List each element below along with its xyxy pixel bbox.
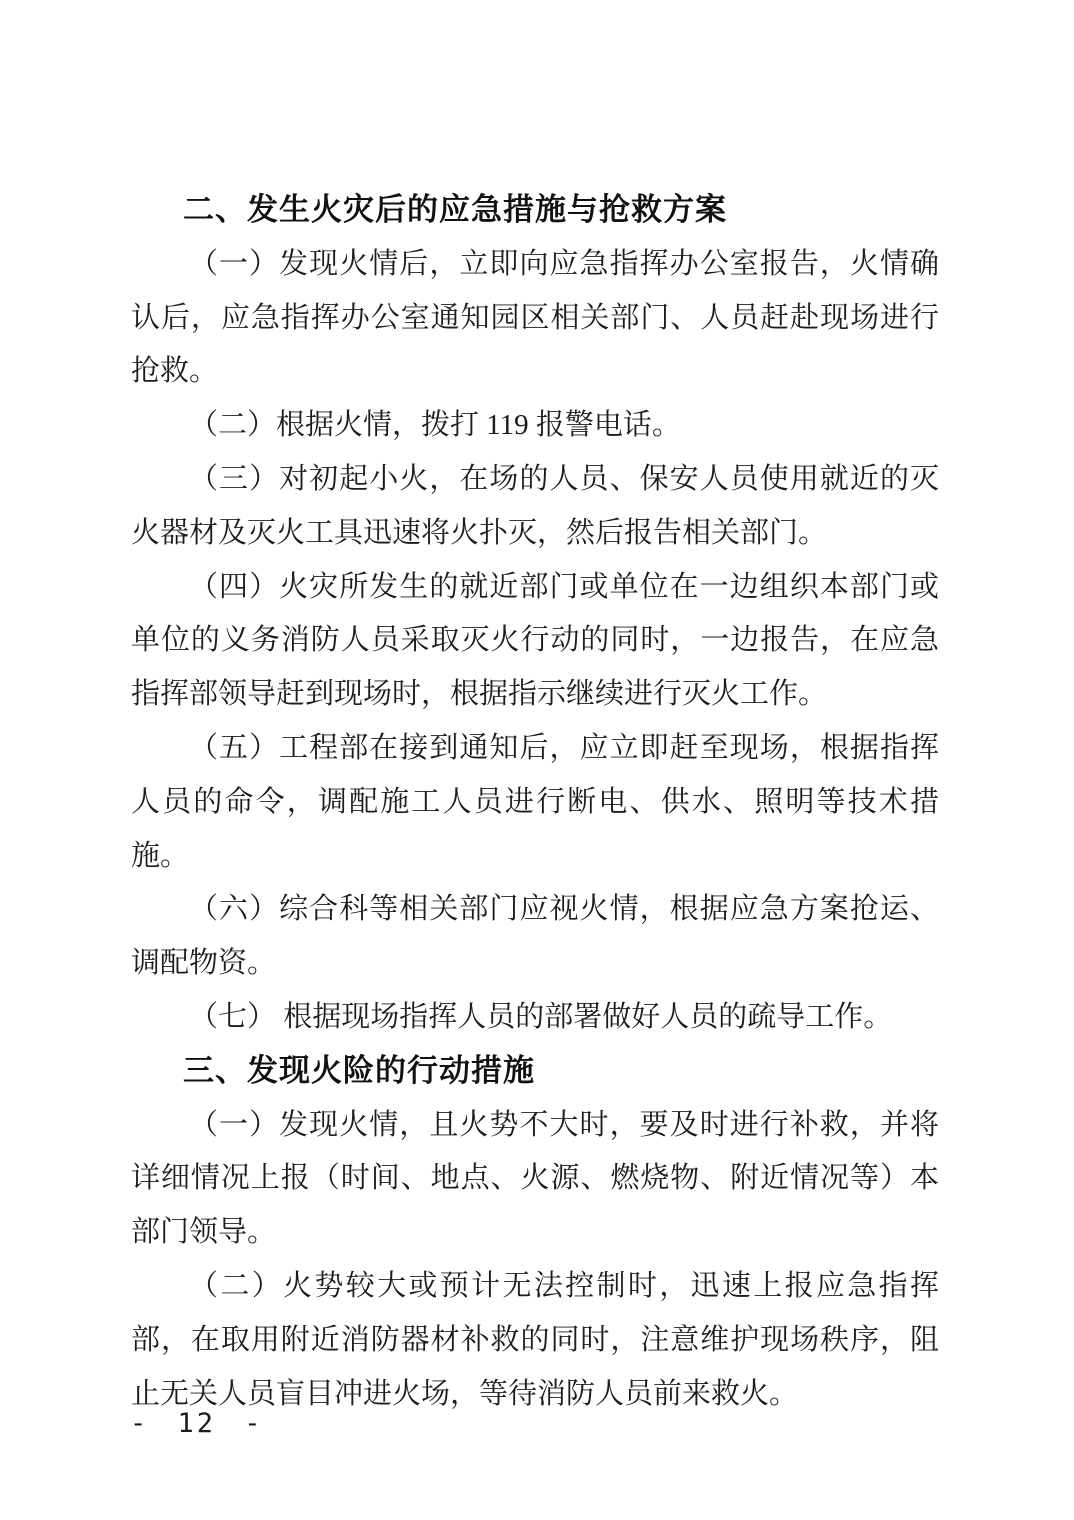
paragraph-s2-item-6: （六）综合科等相关部门应视火情，根据应急方案抢运、调配物资。 (131, 893, 939, 980)
section-heading-fire-emergency-measures: 二、发生火灾后的应急措施与抢救方案 (183, 192, 727, 228)
paragraph-s2-item-4: （四）火灾所发生的就近部门或单位在一边组织本部门或单位的义务消防人员采取灭火行动的同时，一边报告，在应急指挥部领导赶到现场时，根据指示继续进行灭火工作。 (131, 570, 939, 711)
document-body (131, 184, 939, 1421)
paragraph-s2-item-7: （七） 根据现场指挥人员的部署做好人员的疏导工作。 (189, 1000, 893, 1033)
paragraph-s2-item-5: （五）工程部在接到通知后，应立即赶至现场，根据指挥人员的命令，调配施工人员进行断电、供水、照明等技术措施。 (131, 731, 939, 872)
paragraph-s3-item-1: （一）发现火情，且火势不大时，要及时进行补救，并将详细情况上报（时间、地点、火源、燃烧物、附近情况等）本部门领导。 (131, 1108, 939, 1249)
paragraph-s2-item-3: （三）对初起小火，在场的人员、保安人员使用就近的灭火器材及灭火工具迅速将火扑灭，然后报告相关部门。 (131, 462, 939, 549)
paragraph-s2-item-2: （二）根据火情，拨打 119 报警电话。 (189, 409, 681, 442)
section-heading-fire-risk-actions: 三、发现火险的行动措施 (183, 1052, 535, 1089)
paragraph-s2-item-1: （一）发现火情后，立即向应急指挥办公室报告，火情确认后，应急指挥办公室通知园区相关部门、人员赶赴现场进行抢救。 (131, 247, 939, 388)
page-number: - 12 - (130, 1408, 264, 1439)
paragraph-s3-item-2: （二）火势较大或预计无法控制时，迅速上报应急指挥部，在取用附近消防器材补救的同时，注意维护现场秩序，阻止无关人员盲目冲进火场，等待消防人员前来救火。 (131, 1269, 939, 1410)
